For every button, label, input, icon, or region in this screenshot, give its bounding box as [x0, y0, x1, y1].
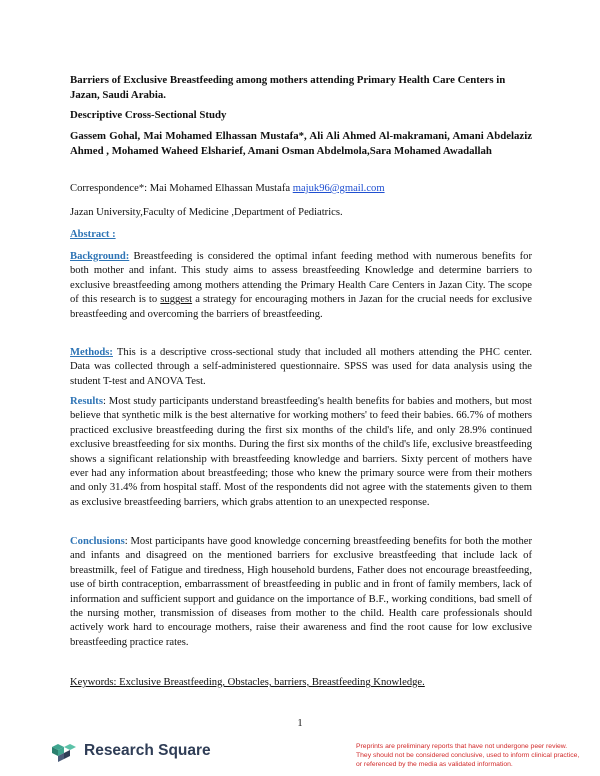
methods-heading: Methods: — [70, 347, 113, 358]
study-type: Descriptive Cross-Sectional Study — [70, 109, 227, 121]
page-number: 1 — [297, 718, 303, 729]
preprint-notice-line: They should not be considered conclusive, used to inform clinical practice, — [356, 752, 580, 759]
keywords: Keywords: Exclusive Breastfeeding, Obstacles, barriers, Breastfeeding Knowledge. — [70, 677, 425, 688]
conclusions-section — [70, 535, 532, 650]
affiliation: Jazan University,Faculty of Medicine ,Department of Pediatrics. — [70, 207, 343, 218]
conclusions-heading: Conclusions — [70, 536, 125, 547]
paper-title: Barriers of Exclusive Breastfeeding among mothers attending Primary Health Care Centers in Jazan, Saudi Arabia. — [70, 74, 506, 101]
correspondence — [70, 182, 532, 196]
background-text-2: a strategy for encouraging mothers in Jazan for the crucial needs for exclusive breastfeeding and overcoming the barriers of breastfeeding. — [70, 294, 532, 320]
research-square-brand-text: Research Square — [84, 742, 211, 759]
author-list: Gassem Gohal, Mai Mohamed Elhassan Mustafa*, Ali Ali Ahmed Al-makramani, Amani Abdelaziz Ahmed , Mohamed Waheed Elsharief, Amani Osman Abdelmola,Sara Mohamed Awadallah — [70, 130, 532, 157]
preprint-notice — [356, 742, 588, 769]
results-section — [70, 395, 532, 510]
results-heading: Results — [70, 396, 103, 407]
background-heading: Background: — [70, 251, 130, 262]
research-square-logo-icon — [50, 738, 78, 764]
background-section — [70, 250, 532, 322]
preprint-notice-line: or referenced by the media as validated information. — [356, 761, 513, 768]
correspondence-label: Correspondence*: Mai Mohamed Elhassan Mustafa — [70, 183, 293, 194]
background-underlined-word: suggest — [160, 294, 193, 306]
methods-text: This is a descriptive cross-sectional study that included all mothers attending the PHC center. Data was collected through a self-administered questionnaire. SPSS was used for data analysis using the student T-test and ANOVA Test. — [70, 347, 532, 387]
background-text-1: Breastfeeding is considered the optimal infant feeding method with numerous benefits for both mother and infant. This study aims to assess breastfeeding Knowledge and determine barriers to exclusive breastfeeding among mothers attending the Primary Health Care Centers in Jazan City. The scope of this research is to — [70, 251, 532, 306]
research-square-logo[interactable] — [50, 738, 211, 764]
abstract-heading: Abstract : — [70, 229, 116, 240]
results-text: : Most study participants understand breastfeeding's health benefits for babies and mothers, but most believe that synthetic milk is the best alternative for working mothers' to feed their babies. 66.7% of mothers practiced exclusive breastfeeding during the first six months of the child's life, and only 28.9% continued exclusive breastfeeding for six months. During the first six months of the child's life, exclusive breastfeeding shows a significant relationship with breastfeeding knowledge and barriers. Sixty percent of mothers have ever had any information about breastfeeding; those who knew the primary source were from their mothers and only 31.4% from hospital staff. Most of the respondents did not agree with the statements given to them as exclusive breastfeeding barriers, which grabs attention to an unexpected response. — [70, 396, 532, 508]
correspondence-email-link[interactable]: majuk96@gmail.com — [292, 183, 385, 194]
conclusions-text: : Most participants have good knowledge concerning breastfeeding benefits for both the mother and infants and disagreed on the mentioned barriers for exclusive breastfeeding that include lack of breastmilk, feel of Fatigue and tiredness, High household burdens, Father does not encourage breastfeeding, use of birth contraception, embarrassment of breastfeeding in public and in front of family members, lack of information and sufficient support and guidance on the importance of B.F., working conditions, bad smell of the nursing mother, transmission of diseases from mother to the child. Health care professionals should actively work hard to encourage mothers, raise their awareness and find the root cause for low exclusive breastfeeding practice rates. — [70, 536, 532, 648]
methods-section — [70, 346, 532, 389]
preprint-notice-line: Preprints are preliminary reports that have not undergone peer review. — [356, 743, 568, 750]
